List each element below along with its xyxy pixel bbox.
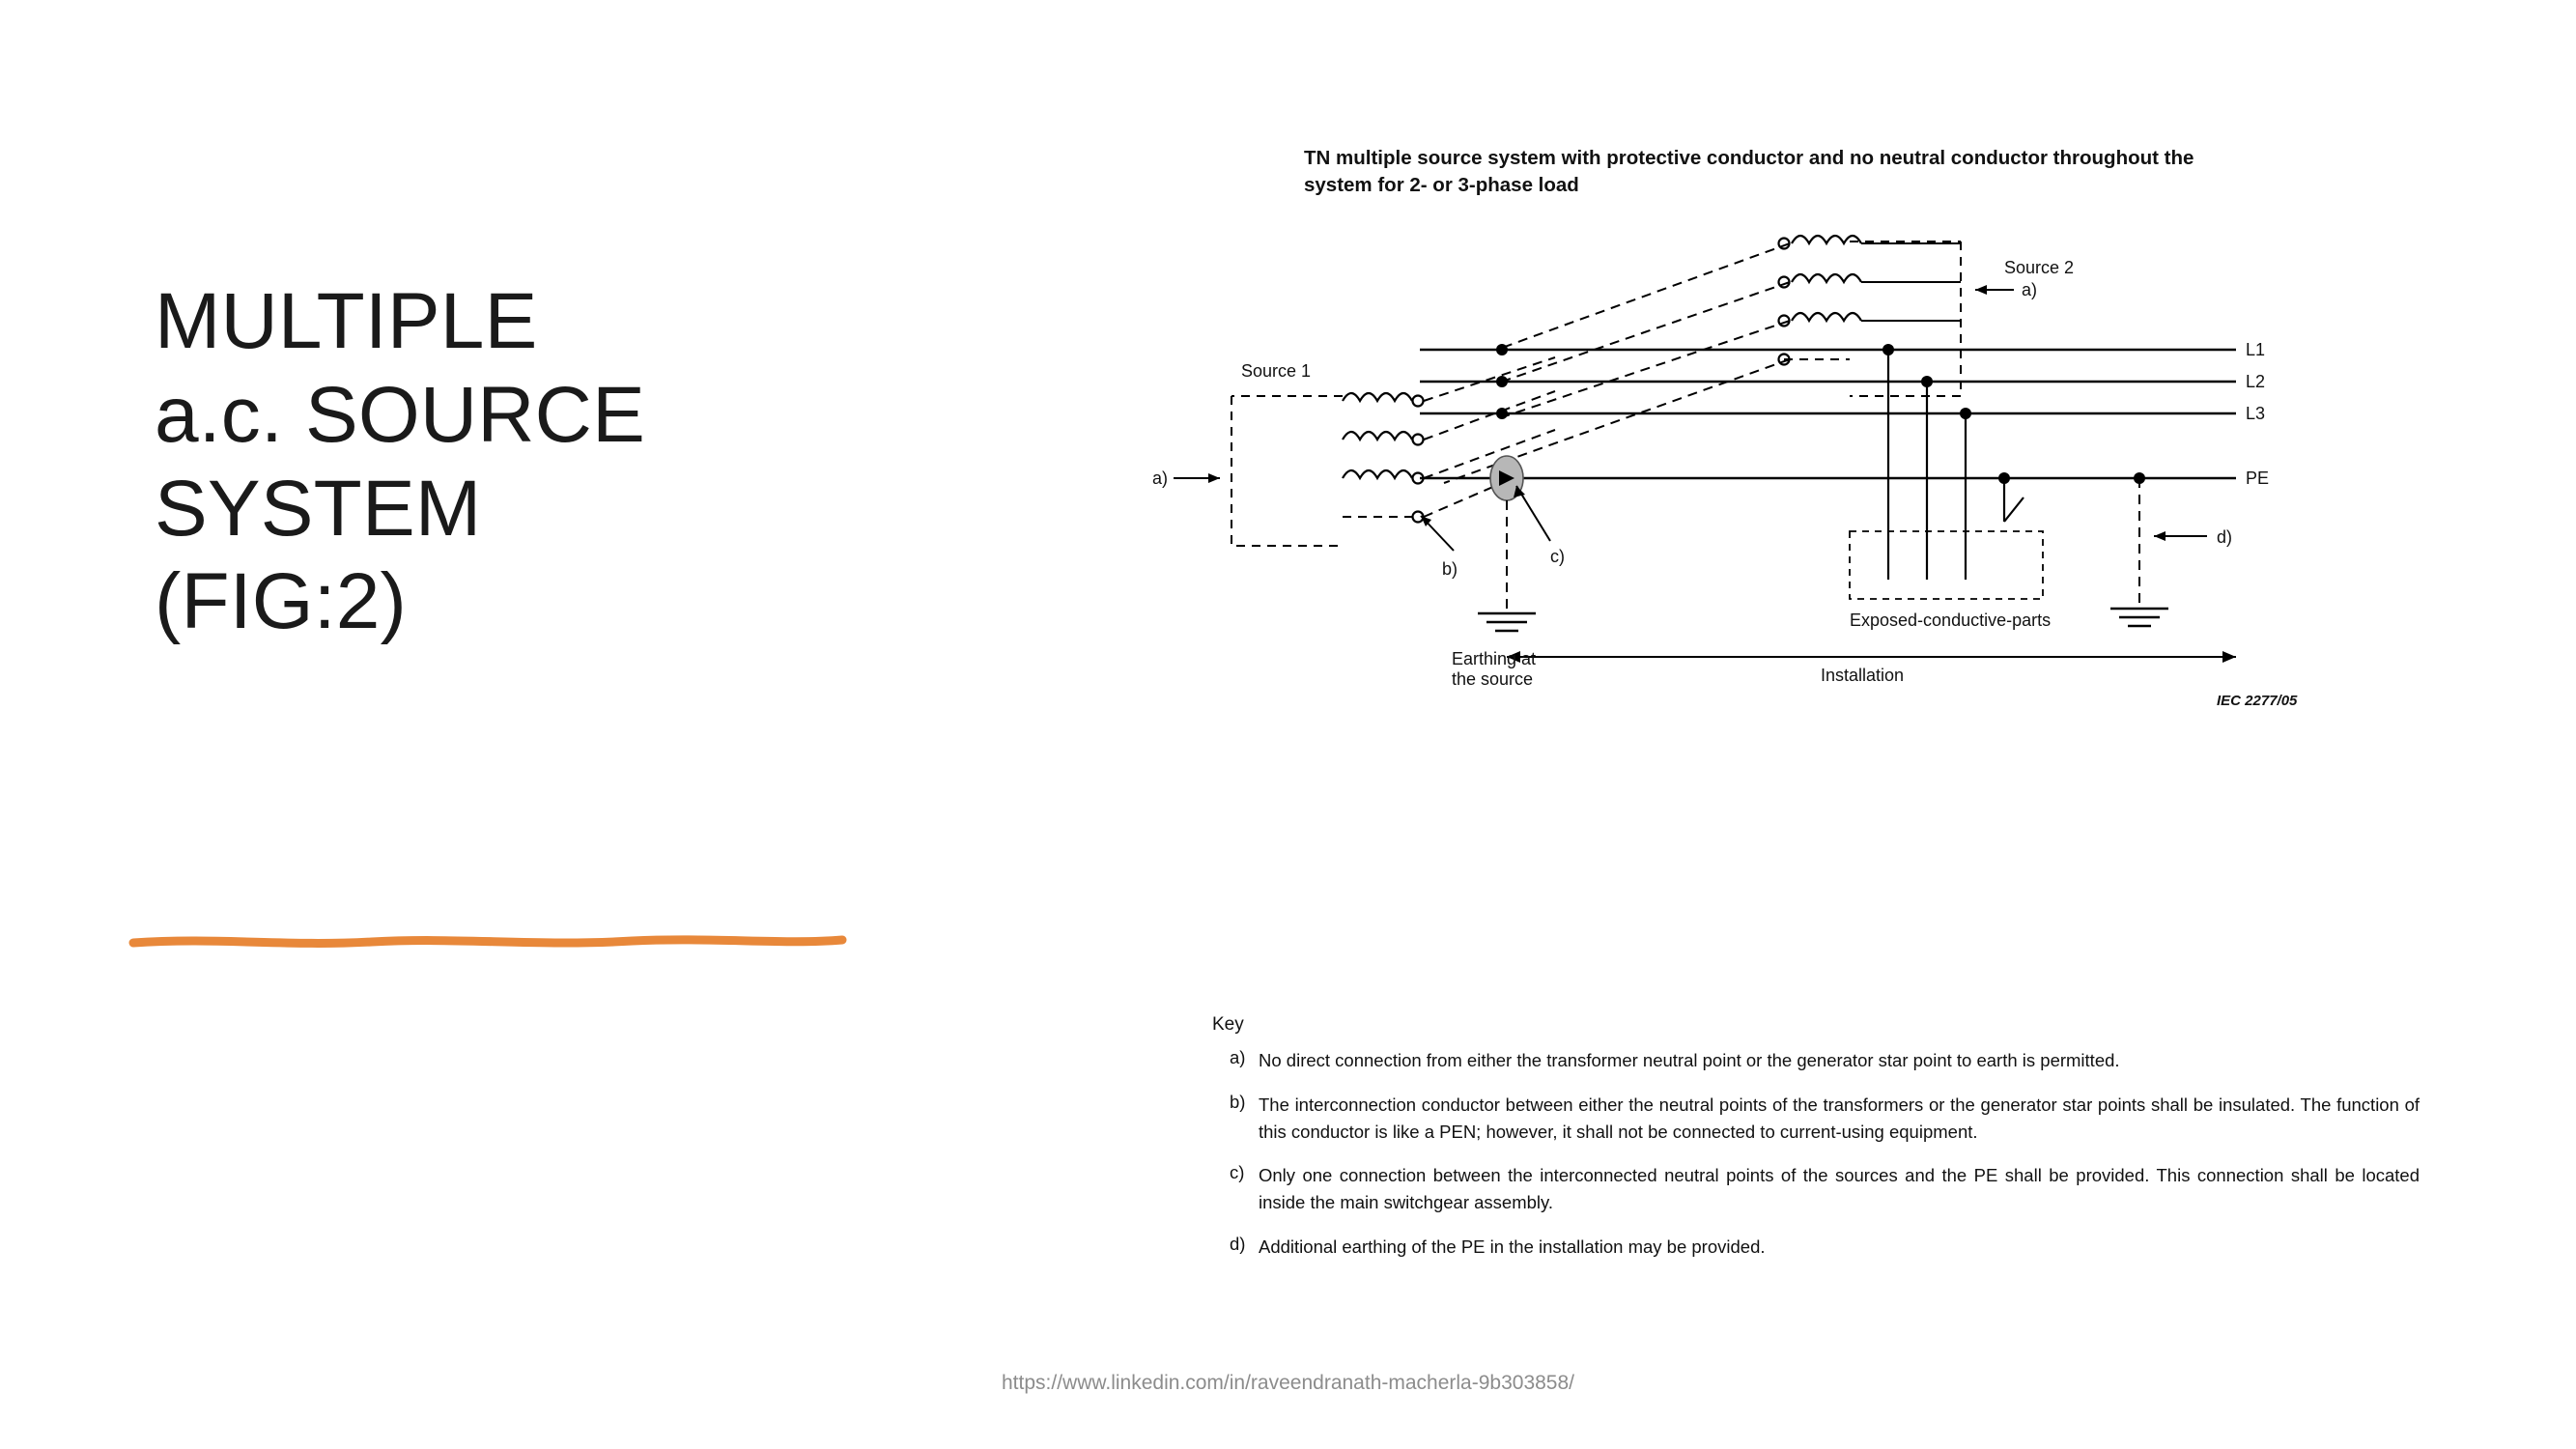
key-marker-d: d): [1230, 1233, 1246, 1254]
key-text-b: The interconnection conductor between either the neutral points of the transformers or the generator star points shall be insulated. The function of this conductor is like a PEN; however, it shall not be connected to current-using equipment.: [1259, 1094, 2420, 1142]
footer-profile-link[interactable]: https://www.linkedin.com/in/raveendranath-macherla-9b303858/: [1002, 1372, 1574, 1394]
label-installation: Installation: [1821, 666, 1905, 685]
key-heading: Key: [1212, 1014, 1244, 1035]
key-text-a: No direct connection from either the transformer neutral point or the generator star point to earth is permitted.: [1259, 1050, 2120, 1070]
label-l3: L3: [2246, 404, 2266, 423]
label-note-c: c): [1550, 547, 1565, 566]
key-item-d: [1212, 1234, 2420, 1261]
figure-container: [1152, 126, 2487, 1352]
label-l2: L2: [2246, 372, 2266, 391]
key-item-b: [1212, 1092, 2420, 1146]
label-l1: L1: [2246, 340, 2266, 359]
label-exposed-parts: Exposed-conductive-parts: [1850, 611, 2052, 630]
key-marker-a: a): [1230, 1047, 1246, 1067]
key-marker-b: b): [1230, 1091, 1246, 1112]
label-earthing-line-2: the source: [1452, 669, 1534, 689]
label-note-d: d): [2217, 527, 2233, 547]
label-note-a-left: a): [1152, 469, 1169, 488]
label-source-2: Source 2: [2004, 258, 2075, 277]
title-line-4: (FIG:2): [155, 557, 408, 646]
title-line-1: MULTIPLE: [155, 277, 538, 365]
title-line-2: a.c. SOURCE: [155, 370, 645, 459]
title-accent-underline: [130, 935, 845, 949]
key-text-d: Additional earthing of the PE in the installation may be provided.: [1259, 1236, 1766, 1257]
figure-caption: TN multiple source system with protective conductor and no neutral conductor throughout the system for 2- or 3-phase load: [1304, 147, 2194, 196]
tn-system-diagram: [1152, 203, 2487, 995]
key-item-a: [1212, 1047, 2420, 1074]
label-pe: PE: [2246, 469, 2270, 488]
key-item-c: [1212, 1162, 2420, 1216]
key-text-c: Only one connection between the interconnected neutral points of the sources and the PE shall be provided. This connection shall be located inside the main switchgear assembly.: [1259, 1165, 2420, 1212]
title-line-3: SYSTEM: [155, 464, 482, 553]
label-note-a-right: a): [2022, 280, 2038, 299]
label-earthing-line-1: Earthing at: [1452, 649, 1537, 668]
label-note-b: b): [1442, 559, 1458, 579]
key-marker-c: c): [1230, 1162, 1245, 1183]
figure-key: [1212, 1014, 2420, 1278]
page-title: [155, 275, 869, 649]
label-iec-reference: IEC 2277/05: [2217, 693, 2298, 709]
label-source-1: Source 1: [1241, 361, 1312, 381]
